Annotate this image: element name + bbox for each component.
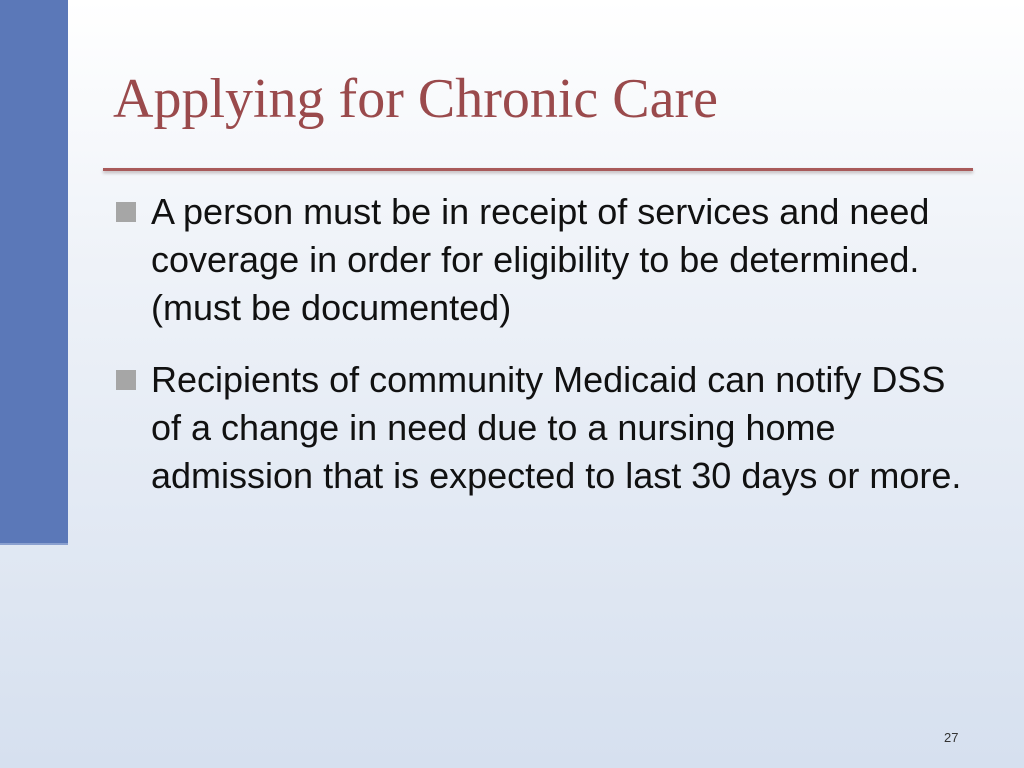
page-number: 27 bbox=[944, 730, 959, 745]
bullet-text: A person must be in receipt of services and need coverage in order for eligibility to be determined. (must be documented) bbox=[151, 191, 930, 328]
slide-title: Applying for Chronic Care bbox=[113, 68, 718, 130]
bullet-item bbox=[114, 188, 974, 332]
bullet-item bbox=[114, 356, 974, 500]
title-divider bbox=[103, 168, 973, 171]
square-bullet-icon bbox=[116, 370, 136, 390]
square-bullet-icon bbox=[116, 202, 136, 222]
bullet-list bbox=[114, 188, 974, 524]
left-accent-bar bbox=[0, 0, 68, 545]
bullet-text: Recipients of community Medicaid can notify DSS of a change in need due to a nursing home admission that is expected to last 30 days or more. bbox=[151, 359, 962, 496]
